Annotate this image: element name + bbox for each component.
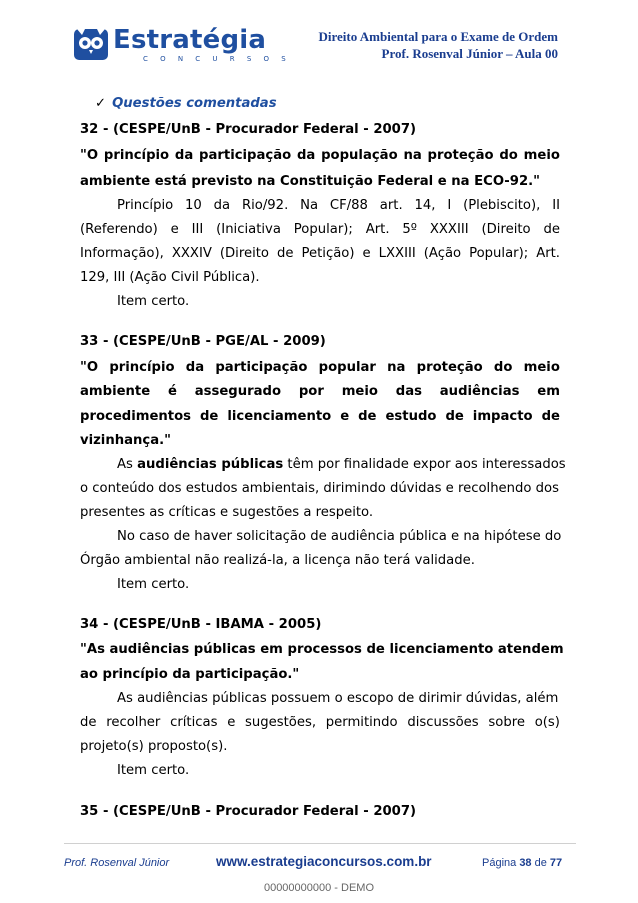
word: XXXIII	[429, 222, 469, 237]
word: 10	[185, 198, 202, 213]
word: e	[227, 715, 236, 730]
question-33-statement-line-2	[80, 380, 560, 404]
question-34-comment-line-2	[80, 711, 560, 735]
word: (Referendo)	[80, 222, 158, 237]
word: o(s)	[534, 715, 560, 730]
question-33-verdict: Item certo.	[117, 577, 190, 592]
question-32-verdict: Item certo.	[117, 294, 190, 309]
word: de	[277, 246, 294, 261]
word: Informação),	[80, 246, 164, 261]
word: é	[168, 384, 177, 399]
word: (Direito	[481, 222, 531, 237]
word: Popular);	[469, 246, 529, 261]
word: proteção	[427, 148, 494, 163]
word: ambiente	[80, 384, 151, 399]
footer-divider	[64, 843, 576, 844]
word: de	[80, 715, 97, 730]
header-professor-lesson: Prof. Rosenval Júnior – Aula 00	[381, 46, 558, 61]
word: Na	[300, 198, 319, 213]
page-label: Página	[482, 857, 520, 869]
footer-page-number	[482, 857, 562, 869]
word: da	[296, 148, 316, 163]
word: do	[499, 148, 518, 163]
word: (Plebiscito),	[463, 198, 541, 213]
question-32-comment-line-3	[80, 242, 560, 266]
word: da	[185, 360, 205, 375]
comment-text: têm por finalidade expor aos interessados	[283, 457, 566, 472]
question-33-statement-line-1	[80, 356, 560, 380]
question-33-comment-line-1	[80, 453, 566, 477]
section-heading	[95, 96, 277, 111]
page-separator: de	[531, 857, 550, 869]
document-header	[318, 28, 558, 62]
footer-website-link[interactable]: www.estrategiaconcursos.com.br	[216, 854, 432, 869]
word: das	[395, 384, 422, 399]
word: de	[199, 409, 219, 424]
word: meio	[523, 360, 560, 375]
highlight-term: audiências públicas	[137, 457, 284, 472]
question-32-statement-line-2: ambiente está previsto na Constituição Federal e na ECO-92."	[80, 174, 541, 189]
word: assegurado	[194, 384, 282, 399]
question-33-comment-line-5: Órgão ambiental não realizá-la, a licença não terá validade.	[80, 553, 475, 568]
question-32-comment-line-1	[80, 194, 560, 218]
demo-watermark: 00000000000 - DEMO	[263, 882, 375, 894]
word: da	[213, 198, 231, 213]
word: art.	[379, 198, 403, 213]
word: sugestões,	[245, 715, 317, 730]
question-33-comment-line-2: o conteúdo dos estudos ambientais, dirimindo dúvidas e recolhendo dos	[80, 481, 559, 496]
word: do	[493, 360, 513, 375]
question-32-comment-line-2	[80, 218, 560, 242]
word: impacto	[472, 409, 533, 424]
word: na	[403, 148, 422, 163]
word: Art.	[365, 222, 390, 237]
footer-author: Prof. Rosenval Júnior	[64, 857, 170, 869]
word: II	[552, 198, 560, 213]
word: em	[537, 384, 560, 399]
comment-text: As	[117, 457, 138, 472]
word: e	[340, 409, 350, 424]
word: críticas	[170, 715, 218, 730]
word: e	[170, 222, 179, 237]
question-34-title: 34 - (CESPE/UnB - IBAMA - 2005)	[80, 617, 322, 632]
question-33-title: 33 - (CESPE/UnB - PGE/AL - 2009)	[80, 334, 326, 349]
word: por	[298, 384, 324, 399]
logo-subtitle: C O N C U R S O S	[143, 55, 291, 63]
word: I	[447, 198, 452, 213]
word: (Ação	[423, 246, 462, 261]
word: população	[321, 148, 398, 163]
header-course-title: Direito Ambiental para o Exame de Ordem	[318, 29, 558, 44]
word: participação	[215, 360, 308, 375]
checkmark-icon: ✓	[95, 96, 107, 111]
logo-wordmark: Estratégia	[113, 25, 267, 55]
question-32-comment-line-4: 129, III (Ação Civil Pública).	[80, 270, 260, 285]
word: III	[191, 222, 204, 237]
question-34-comment-line-1: As audiências públicas possuem o escopo de dirimir dúvidas, além	[117, 691, 559, 706]
word: 14,	[414, 198, 436, 213]
word: recolher	[106, 715, 161, 730]
question-32-title: 32 - (CESPE/UnB - Procurador Federal - 2007)	[80, 122, 417, 137]
question-34-statement-line-2: ao princípio da participação."	[80, 667, 300, 682]
word: audiências	[439, 384, 520, 399]
word: discussões	[407, 715, 479, 730]
word: proteção	[416, 360, 483, 375]
word: Popular);	[293, 222, 353, 237]
estrategia-logo	[73, 25, 291, 72]
word: CF/88	[329, 198, 368, 213]
word: princípio	[103, 148, 170, 163]
word: Princípio	[117, 198, 174, 213]
word: licenciamento	[227, 409, 332, 424]
current-page: 38	[519, 857, 532, 869]
word: estudo	[385, 409, 437, 424]
word: Petição)	[301, 246, 355, 261]
word: 5º	[402, 222, 417, 237]
question-34-statement-line-1: "As audiências públicas em processos de licenciamento atendem	[80, 642, 564, 657]
question-35-title: 35 - (CESPE/UnB - Procurador Federal - 2007)	[80, 804, 417, 819]
word: e	[362, 246, 371, 261]
word: LXXIII	[378, 246, 416, 261]
word: na	[387, 360, 406, 375]
word: procedimentos	[80, 409, 192, 424]
question-33-statement-line-3	[80, 405, 560, 429]
owl-logo-icon	[73, 26, 109, 62]
word: "O	[80, 148, 99, 163]
word: (Iniciativa	[216, 222, 281, 237]
word: de	[543, 222, 560, 237]
word: princípio	[109, 360, 175, 375]
question-33-comment-line-3: presentes as críticas e sugestões a respeito.	[80, 505, 374, 520]
total-pages: 77	[549, 857, 563, 869]
word: participação	[199, 148, 292, 163]
word: permitindo	[325, 715, 398, 730]
word: "O	[80, 360, 99, 375]
word: Rio/92.	[241, 198, 289, 213]
question-33-comment-line-4: No caso de haver solicitação de audiência pública e na hipótese do	[117, 529, 562, 544]
word: XXXIV	[171, 246, 212, 261]
word: popular	[318, 360, 376, 375]
question-34-verdict: Item certo.	[117, 763, 190, 778]
word: meio	[523, 148, 560, 163]
word: de	[358, 409, 377, 424]
question-34-comment-line-3: projeto(s) proposto(s).	[80, 739, 228, 754]
word: Art.	[536, 246, 560, 261]
section-title: Questões comentadas	[112, 96, 277, 111]
word: sobre	[488, 715, 525, 730]
question-33-statement-line-4: vizinhança."	[80, 433, 171, 448]
question-32-statement-line-1	[80, 144, 560, 168]
word: (Direito	[219, 246, 269, 261]
word: meio	[341, 384, 378, 399]
word: da	[174, 148, 194, 163]
word: de	[445, 409, 464, 424]
word: de	[541, 409, 560, 424]
